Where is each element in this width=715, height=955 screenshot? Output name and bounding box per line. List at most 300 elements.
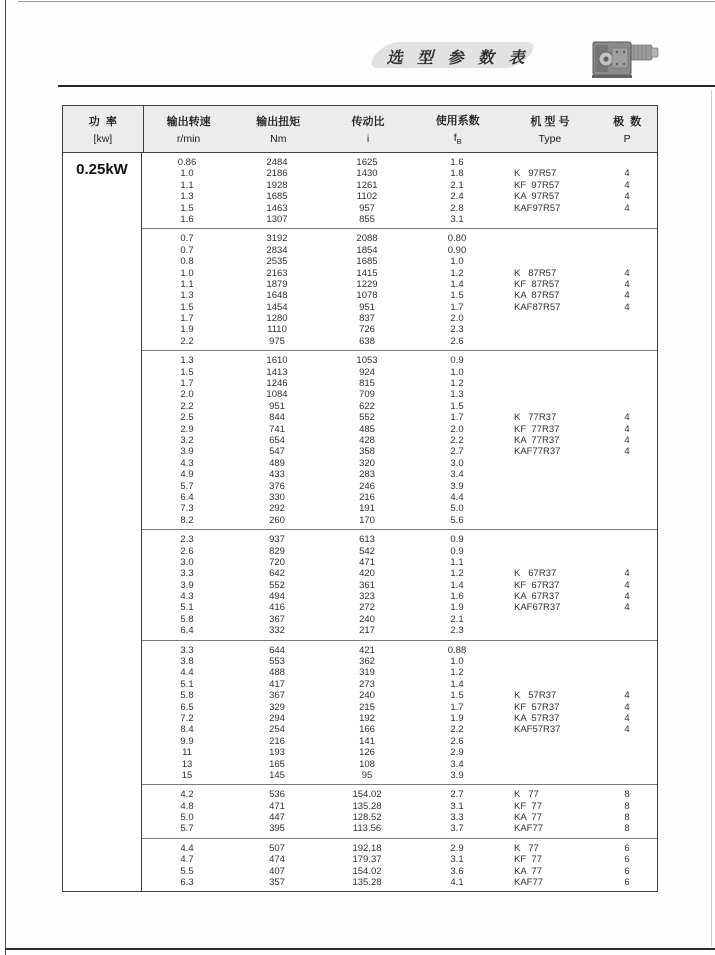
table-block bbox=[142, 784, 657, 838]
cell-model-type bbox=[502, 458, 597, 469]
cell-model-type: K 77 bbox=[514, 789, 539, 801]
cell-output-speed: 5.5 bbox=[180, 865, 194, 877]
cell-model-type: KF 67R37 bbox=[514, 579, 560, 591]
cell-poles: 8 bbox=[624, 823, 630, 835]
cell-output-torque: 507 bbox=[269, 842, 285, 854]
cell-output-speed: 0.7 bbox=[180, 244, 194, 256]
cell-poles bbox=[597, 401, 657, 412]
cell-model-type bbox=[502, 667, 597, 678]
cell-ratio: 135.28 bbox=[352, 800, 382, 812]
cell-poles bbox=[597, 759, 657, 770]
cell-poles: 8 bbox=[624, 789, 630, 801]
cell-model-type bbox=[502, 324, 597, 335]
cell-ratio: 217 bbox=[359, 625, 375, 637]
cell-output-speed: 4.9 bbox=[180, 469, 194, 481]
cell-poles: 4 bbox=[624, 690, 630, 702]
table-row bbox=[142, 591, 657, 602]
cell-service-factor: 1.5 bbox=[450, 690, 464, 702]
cell-output-speed: 4.4 bbox=[180, 842, 194, 854]
cell-ratio: 1685 bbox=[356, 256, 378, 268]
table-row bbox=[142, 203, 657, 214]
selection-parameter-table bbox=[62, 105, 658, 892]
cell-output-speed: 8.2 bbox=[180, 514, 194, 526]
table-block bbox=[142, 838, 657, 892]
table-row bbox=[142, 656, 657, 667]
page-edge-top bbox=[18, 1, 715, 2]
cell-output-speed: 7.2 bbox=[180, 712, 194, 724]
cell-model-type bbox=[502, 614, 597, 625]
table-row bbox=[142, 724, 657, 735]
cell-service-factor: 2.2 bbox=[450, 724, 464, 736]
cell-output-speed: 4.7 bbox=[180, 854, 194, 866]
cell-model-type bbox=[502, 736, 597, 747]
cell-service-factor: 0.90 bbox=[447, 244, 467, 256]
cell-output-torque: 433 bbox=[269, 469, 285, 481]
cell-poles bbox=[597, 233, 657, 244]
cell-service-factor: 3.7 bbox=[450, 823, 464, 835]
table-row bbox=[142, 625, 657, 636]
cell-output-torque: 951 bbox=[269, 400, 285, 412]
cell-poles bbox=[597, 645, 657, 656]
table-row bbox=[142, 180, 657, 191]
cell-ratio: 191 bbox=[359, 503, 375, 515]
cell-model-type bbox=[502, 389, 597, 400]
cell-output-torque: 975 bbox=[269, 335, 285, 347]
cell-poles: 4 bbox=[624, 423, 630, 435]
cell-model-type bbox=[502, 256, 597, 267]
cell-poles bbox=[597, 656, 657, 667]
cell-service-factor: 1.2 bbox=[450, 267, 464, 279]
cell-ratio: 128.52 bbox=[352, 812, 382, 824]
cell-output-torque: 2186 bbox=[266, 168, 288, 180]
cell-model-type: KA 87R57 bbox=[514, 290, 560, 302]
cell-ratio: 154.02 bbox=[352, 789, 382, 801]
cell-ratio: 1053 bbox=[356, 355, 378, 367]
cell-ratio: 421 bbox=[359, 644, 375, 656]
table-block bbox=[142, 228, 657, 350]
cell-model-type: KF 77 bbox=[514, 854, 542, 866]
table-row bbox=[142, 355, 657, 366]
cell-service-factor: 1.0 bbox=[450, 656, 464, 668]
cell-output-torque: 488 bbox=[269, 667, 285, 679]
cell-service-factor: 2.7 bbox=[450, 789, 464, 801]
cell-ratio: 638 bbox=[359, 335, 375, 347]
cell-model-type bbox=[502, 679, 597, 690]
cell-model-type: K 97R57 bbox=[514, 168, 557, 180]
cell-poles bbox=[597, 324, 657, 335]
cell-service-factor: 2.3 bbox=[450, 324, 464, 336]
cell-model-type: KAF67R37 bbox=[514, 602, 561, 614]
cell-output-speed: 1.5 bbox=[180, 202, 194, 214]
header-power: 功 率 [kw] bbox=[63, 106, 144, 152]
cell-output-torque: 193 bbox=[269, 747, 285, 759]
cell-model-type: K 87R57 bbox=[514, 267, 557, 279]
cell-model-type bbox=[502, 546, 597, 557]
cell-service-factor: 1.2 bbox=[450, 667, 464, 679]
cell-output-torque: 829 bbox=[269, 545, 285, 557]
cell-output-torque: 1879 bbox=[266, 278, 288, 290]
cell-output-torque: 1110 bbox=[267, 324, 287, 336]
cell-model-type: KA 97R57 bbox=[514, 191, 560, 203]
cell-output-torque: 1454 bbox=[266, 301, 288, 313]
header-poles: 极 数 P bbox=[613, 116, 642, 145]
cell-output-speed: 2.2 bbox=[180, 335, 194, 347]
cell-model-type bbox=[502, 367, 597, 378]
cell-poles bbox=[597, 515, 657, 526]
cell-service-factor: 2.6 bbox=[450, 735, 464, 747]
cell-poles: 6 bbox=[624, 854, 630, 866]
cell-output-torque: 1685 bbox=[266, 191, 288, 203]
cell-output-speed: 15 bbox=[181, 769, 193, 781]
cell-service-factor: 3.9 bbox=[450, 769, 464, 781]
table-row bbox=[142, 801, 657, 812]
cell-poles: 4 bbox=[624, 712, 630, 724]
cell-service-factor: 3.1 bbox=[450, 800, 464, 812]
cell-model-type bbox=[502, 245, 597, 256]
cell-output-torque: 165 bbox=[269, 758, 285, 770]
cell-service-factor: 1.2 bbox=[450, 378, 464, 390]
cell-service-factor: 1.6 bbox=[450, 591, 464, 603]
cell-ratio: 2088 bbox=[356, 233, 378, 245]
cell-output-torque: 376 bbox=[269, 480, 285, 492]
table-row bbox=[142, 580, 657, 591]
cell-poles bbox=[597, 614, 657, 625]
cell-output-speed: 7.3 bbox=[180, 503, 194, 515]
cell-poles bbox=[597, 667, 657, 678]
cell-output-torque: 145 bbox=[269, 769, 285, 781]
cell-poles: 6 bbox=[624, 877, 630, 889]
table-row bbox=[142, 759, 657, 770]
cell-service-factor: 2.6 bbox=[450, 335, 464, 347]
cell-ratio: 855 bbox=[359, 213, 375, 225]
cell-output-speed: 6.4 bbox=[180, 625, 194, 637]
cell-ratio: 837 bbox=[359, 313, 375, 325]
cell-model-type bbox=[502, 469, 597, 480]
cell-service-factor: 2.8 bbox=[450, 202, 464, 214]
table-row bbox=[142, 214, 657, 225]
cell-model-type: KA 57R37 bbox=[514, 712, 560, 724]
table-row bbox=[142, 877, 657, 888]
cell-service-factor: 3.4 bbox=[450, 469, 464, 481]
cell-output-speed: 1.3 bbox=[180, 290, 194, 302]
cell-model-type bbox=[502, 656, 597, 667]
cell-ratio: 471 bbox=[359, 556, 375, 568]
table-row bbox=[142, 446, 657, 457]
cell-poles bbox=[597, 492, 657, 503]
cell-output-torque: 644 bbox=[269, 644, 285, 656]
cell-poles: 4 bbox=[624, 446, 630, 458]
cell-model-type: KF 77R37 bbox=[514, 423, 560, 435]
cell-ratio: 273 bbox=[359, 678, 375, 690]
cell-poles bbox=[597, 458, 657, 469]
cell-poles bbox=[597, 534, 657, 545]
cell-model-type bbox=[502, 233, 597, 244]
cell-output-torque: 367 bbox=[269, 690, 285, 702]
cell-poles bbox=[597, 336, 657, 347]
cell-poles bbox=[597, 546, 657, 557]
cell-service-factor: 1.7 bbox=[450, 301, 464, 313]
cell-output-speed: 1.7 bbox=[180, 313, 194, 325]
table-row bbox=[142, 843, 657, 854]
cell-poles: 4 bbox=[624, 568, 630, 580]
cell-model-type: K 77R37 bbox=[514, 412, 557, 424]
cell-ratio: 192 bbox=[359, 712, 375, 724]
cell-ratio: 154.02 bbox=[352, 865, 382, 877]
cell-output-speed: 11 bbox=[182, 747, 192, 759]
cell-output-torque: 1648 bbox=[266, 290, 288, 302]
page-edge-bottom bbox=[5, 948, 715, 950]
table-row bbox=[142, 614, 657, 625]
cell-ratio: 240 bbox=[359, 613, 375, 625]
cell-model-type bbox=[502, 645, 597, 656]
cell-model-type: KAF87R57 bbox=[514, 301, 561, 313]
table-block bbox=[142, 153, 657, 228]
cell-output-speed: 6.4 bbox=[180, 491, 194, 503]
cell-output-speed: 13 bbox=[181, 758, 193, 770]
cell-output-torque: 416 bbox=[269, 602, 285, 614]
cell-output-torque: 536 bbox=[269, 789, 285, 801]
table-row bbox=[142, 492, 657, 503]
cell-poles bbox=[597, 378, 657, 389]
cell-ratio: 141 bbox=[359, 735, 375, 747]
cell-poles bbox=[597, 157, 657, 168]
cell-model-type bbox=[502, 157, 597, 168]
table-row bbox=[142, 534, 657, 545]
cell-output-torque: 260 bbox=[269, 514, 285, 526]
cell-output-speed: 0.86 bbox=[177, 157, 197, 168]
cell-output-speed: 2.6 bbox=[180, 545, 194, 557]
cell-poles bbox=[597, 481, 657, 492]
table-row bbox=[142, 302, 657, 313]
cell-output-torque: 474 bbox=[269, 854, 285, 866]
cell-ratio: 726 bbox=[359, 324, 375, 336]
cell-poles bbox=[597, 367, 657, 378]
cell-output-torque: 1084 bbox=[266, 389, 288, 401]
cell-ratio: 709 bbox=[359, 389, 375, 401]
table-row bbox=[142, 157, 657, 168]
cell-poles: 4 bbox=[624, 202, 630, 214]
cell-ratio: 216 bbox=[359, 491, 375, 503]
cell-model-type bbox=[502, 625, 597, 636]
cell-service-factor: 5.6 bbox=[450, 514, 464, 526]
cell-model-type: KA 77R37 bbox=[514, 434, 560, 446]
cell-output-torque: 330 bbox=[269, 491, 285, 503]
cell-poles bbox=[597, 389, 657, 400]
cell-ratio: 113.56 bbox=[352, 823, 382, 835]
cell-output-speed: 3.3 bbox=[180, 568, 194, 580]
cell-ratio: 95 bbox=[361, 769, 373, 781]
cell-output-speed: 6.3 bbox=[180, 877, 194, 889]
cell-ratio: 179.37 bbox=[352, 854, 382, 866]
cell-output-torque: 294 bbox=[269, 712, 285, 724]
table-row bbox=[142, 515, 657, 526]
header-speed: 输出转速 r/min bbox=[166, 116, 211, 145]
cell-service-factor: 4.1 bbox=[450, 877, 464, 889]
table-row bbox=[142, 268, 657, 279]
cell-output-speed: 1.1 bbox=[180, 179, 194, 191]
cell-ratio: 108 bbox=[359, 758, 375, 770]
cell-poles: 4 bbox=[624, 290, 630, 302]
cell-output-torque: 2834 bbox=[266, 244, 288, 256]
table-row bbox=[142, 770, 657, 781]
cell-service-factor: 3.6 bbox=[450, 865, 464, 877]
cell-output-speed: 1.0 bbox=[180, 168, 194, 180]
cell-output-torque: 1246 bbox=[266, 378, 288, 390]
cell-ratio: 320 bbox=[359, 457, 375, 469]
cell-poles: 4 bbox=[624, 301, 630, 313]
cell-output-speed: 5.8 bbox=[180, 613, 194, 625]
table-block bbox=[142, 350, 657, 529]
cell-service-factor: 2.0 bbox=[450, 313, 464, 325]
cell-output-speed: 3.9 bbox=[180, 446, 194, 458]
cell-ratio: 1430 bbox=[356, 168, 378, 180]
cell-poles bbox=[597, 736, 657, 747]
cell-model-type: KF 57R37 bbox=[514, 701, 560, 713]
cell-output-torque: 741 bbox=[269, 423, 285, 435]
cell-output-torque: 407 bbox=[269, 865, 285, 877]
cell-poles: 4 bbox=[624, 179, 630, 191]
table-row bbox=[142, 378, 657, 389]
cell-poles: 6 bbox=[624, 842, 630, 854]
table-row bbox=[142, 435, 657, 446]
cell-service-factor: 1.5 bbox=[450, 290, 464, 302]
cell-output-speed: 5.7 bbox=[180, 823, 194, 835]
cell-output-speed: 5.7 bbox=[180, 480, 194, 492]
cell-model-type bbox=[502, 515, 597, 526]
table-row bbox=[142, 401, 657, 412]
cell-model-type: KAF77R37 bbox=[514, 446, 561, 458]
cell-output-speed: 1.9 bbox=[180, 324, 194, 336]
cell-service-factor: 3.1 bbox=[450, 213, 464, 225]
cell-poles bbox=[597, 469, 657, 480]
cell-service-factor: 2.9 bbox=[450, 747, 464, 759]
table-row bbox=[142, 823, 657, 834]
cell-output-torque: 1307 bbox=[266, 213, 288, 225]
cell-output-torque: 332 bbox=[269, 625, 285, 637]
cell-ratio: 1229 bbox=[356, 278, 378, 290]
table-row bbox=[142, 503, 657, 514]
cell-service-factor: 1.0 bbox=[450, 366, 464, 378]
cell-service-factor: 1.4 bbox=[450, 678, 464, 690]
cell-poles: 4 bbox=[624, 591, 630, 603]
cell-service-factor: 2.4 bbox=[450, 191, 464, 203]
cell-poles: 4 bbox=[624, 278, 630, 290]
table-row bbox=[142, 245, 657, 256]
cell-output-torque: 2535 bbox=[266, 256, 288, 268]
cell-model-type: KA 77 bbox=[514, 865, 542, 877]
table-block bbox=[142, 640, 657, 785]
cell-service-factor: 1.7 bbox=[450, 701, 464, 713]
cell-model-type bbox=[502, 401, 597, 412]
table-row bbox=[142, 168, 657, 179]
cell-output-torque: 357 bbox=[269, 877, 285, 889]
cell-model-type: KF 87R57 bbox=[514, 278, 560, 290]
cell-service-factor: 3.3 bbox=[450, 812, 464, 824]
cell-service-factor: 0.80 bbox=[447, 233, 467, 245]
cell-model-type: KF 77 bbox=[514, 800, 542, 812]
cell-poles: 4 bbox=[624, 267, 630, 279]
cell-output-speed: 1.5 bbox=[180, 301, 194, 313]
cell-service-factor: 3.0 bbox=[450, 457, 464, 469]
cell-ratio: 319 bbox=[359, 667, 375, 679]
table-row bbox=[142, 233, 657, 244]
cell-ratio: 240 bbox=[359, 690, 375, 702]
table-row bbox=[142, 279, 657, 290]
cell-model-type: KAF77 bbox=[514, 877, 544, 889]
table-row bbox=[142, 866, 657, 877]
table-row bbox=[142, 667, 657, 678]
table-header bbox=[63, 106, 657, 153]
table-row bbox=[142, 602, 657, 613]
cell-service-factor: 2.9 bbox=[450, 842, 464, 854]
cell-ratio: 924 bbox=[359, 366, 375, 378]
cell-ratio: 361 bbox=[359, 579, 375, 591]
cell-poles bbox=[597, 313, 657, 324]
cell-service-factor: 2.2 bbox=[450, 434, 464, 446]
cell-poles: 4 bbox=[624, 701, 630, 713]
cell-service-factor: 1.9 bbox=[450, 602, 464, 614]
cell-model-type: KAF97R57 bbox=[514, 202, 561, 214]
cell-output-speed: 5.8 bbox=[180, 690, 194, 702]
cell-ratio: 323 bbox=[359, 591, 375, 603]
cell-service-factor: 1.4 bbox=[450, 579, 464, 591]
cell-output-speed: 8.4 bbox=[180, 724, 194, 736]
cell-output-speed: 3.0 bbox=[180, 556, 194, 568]
cell-model-type bbox=[502, 378, 597, 389]
cell-ratio: 428 bbox=[359, 434, 375, 446]
table-row bbox=[142, 568, 657, 579]
header-ratio: 传动比 i bbox=[351, 116, 385, 145]
cell-output-torque: 844 bbox=[269, 412, 285, 424]
cell-output-torque: 1413 bbox=[266, 366, 288, 378]
header-service-factor: 使用系数 $f_B$ bbox=[435, 114, 480, 147]
cell-output-speed: 3.3 bbox=[180, 644, 194, 656]
cell-output-speed: 1.5 bbox=[180, 366, 194, 378]
cell-service-factor: 1.1 bbox=[450, 556, 464, 568]
cell-ratio: 215 bbox=[359, 701, 375, 713]
cell-poles bbox=[597, 625, 657, 636]
table-row bbox=[142, 812, 657, 823]
cell-output-torque: 292 bbox=[269, 503, 285, 515]
cell-poles: 6 bbox=[624, 865, 630, 877]
cell-output-speed: 9.9 bbox=[180, 735, 194, 747]
cell-model-type bbox=[502, 313, 597, 324]
cell-output-speed: 5.1 bbox=[180, 602, 194, 614]
cell-poles: 8 bbox=[624, 800, 630, 812]
cell-poles bbox=[597, 256, 657, 267]
cell-output-torque: 216 bbox=[269, 735, 285, 747]
cell-model-type: K 67R37 bbox=[514, 568, 557, 580]
power-value: 0.25kW bbox=[76, 161, 128, 178]
cell-model-type: K 57R37 bbox=[514, 690, 557, 702]
page-title: 选 型 参 数 表 bbox=[386, 50, 530, 67]
cell-output-torque: 654 bbox=[269, 434, 285, 446]
cell-poles: 8 bbox=[624, 812, 630, 824]
cell-output-speed: 3.8 bbox=[180, 656, 194, 668]
cell-model-type bbox=[502, 503, 597, 514]
cell-output-torque: 1610 bbox=[266, 355, 288, 367]
cell-output-torque: 547 bbox=[269, 446, 285, 458]
cell-ratio: 613 bbox=[359, 534, 375, 546]
cell-service-factor: 4.4 bbox=[450, 491, 464, 503]
cell-output-torque: 3192 bbox=[266, 233, 288, 245]
cell-ratio: 1854 bbox=[356, 244, 378, 256]
cell-service-factor: 1.2 bbox=[450, 568, 464, 580]
table-row bbox=[142, 713, 657, 724]
table-row bbox=[142, 690, 657, 701]
cell-ratio: 485 bbox=[359, 423, 375, 435]
cell-service-factor: 2.3 bbox=[450, 625, 464, 637]
